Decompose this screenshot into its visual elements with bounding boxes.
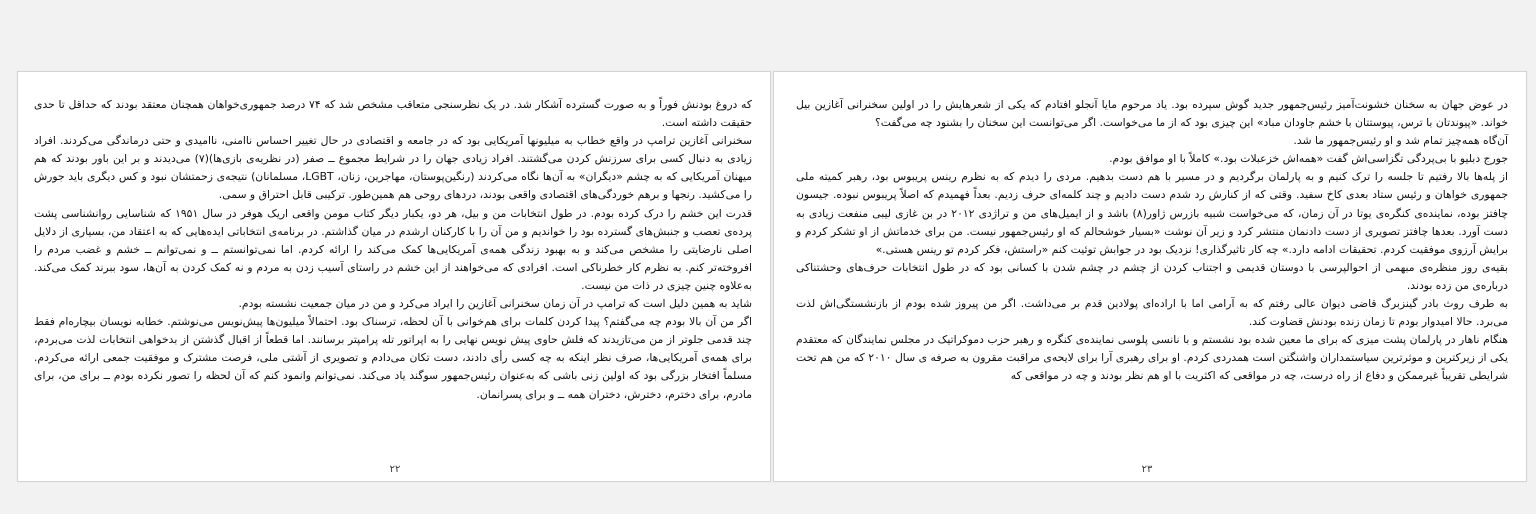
right-page-text [796, 96, 1508, 386]
paragraph: به طرف روث بادر گینزبرگ قاضی دیوان عالی رفتم که به آرامی اما با اراده‌ای پولادین قدم بر می‌داشت. اگر من پیروز شده بودم از بازنشستگی‌اش لذت می‌برد. حالا امیدوار بودم تا زمان زنده بودنش قضاوت کند. [796, 297, 1508, 329]
paragraph: از پله‌ها بالا رفتیم تا جلسه را ترک کنیم و به پارلمان برگردیم و در مسیر با هم دست بدهیم. مردی را دیدم که به نظرم رینس پریبوس بود، رهبر کمیته ملی جمهوری خواهان و رئیس ستاد بعدی کاخ سفید. وقتی که از کنارش رد شدم دست دادیم و چند کلمه‌ای حرف زدیم. بعداً فهمیدم که اصلاً پریبوس نبوده. جیسون چافتز بوده، نماینده‌ی کنگره‌ی یوتا در آن زمان، که می‌خواست شبیه بازرس ژاور(۸) باشد و از ایمیل‌های من و تراژدی ۲۰۱۲ در بن غازی لیبی منفعت زیادی به دست آورد. بعدها چافتز تصویری از دست دادنمان منتشر کرد و زیر آن نوشت «بسیار خوشحالم که او رئیس‌جمهور نیست. من برای خدماتش از او تشکر کردم و برایش آرزوی موفقیت کردم. تحقیقات ادامه دارد.» چه کار تاثیرگذاری! نزدیک بود در جوابش توئیت کنم «راستش، فکر کردم تو رینس هستی.» [796, 170, 1508, 256]
page-number: ۲۲ [389, 464, 401, 475]
paragraph: آن‌گاه همه‌چیز تمام شد و او رئیس‌جمهور ما شد. [1293, 134, 1508, 148]
right-page [773, 71, 1527, 482]
paragraph: شاید به همین دلیل است که ترامپ در آن زمان سخنرانی آغازین را ایراد می‌کرد و من در میان جمعیت نشسته بودم. [238, 297, 752, 311]
paragraph: قدرت این خشم را درک کرده بودم. در طول انتخابات من و بیل، هر دو، یکبار دیگر کتاب مومن واقعی اریک هوفر در سال ۱۹۵۱ که شناسایی روانشناسی پشت پرده‌ی تعصب و جنبش‌های گسترده بود را خواندیم و من آن را با کارکنان ارشدم در میان گذاشتم. در برنامه‌ی انتخاباتی ایده‌هایی که به اعتقاد من، بسیاری از دلایل اصلی نارضایتی را مشخص می‌کند و به بهبود زندگی همه‌ی آمریکایی‌ها کمک می‌کند را ارائه کردم. اما نمی‌توانستم ــ و نمی‌توانم ــ خشم و غضب مردم را افروخته‌تر کنم. به نظرم کار خطرناکی است. افرادی که می‌خواهند از این خشم در راستای آسیب زدن به مردم و نه کمک کردن به آن‌ها، سود ببرند کمک می‌کند. به‌علاوه چنین چیزی در ذات من نیست. [34, 206, 752, 292]
paragraph: اگر من آن بالا بودم چه می‌گفتم؟ پیدا کردن کلمات برای هم‌خوانی با آن لحظه، ترسناک بود. احتمالاً میلیون‌ها پیش‌نویس می‌نوشتم. خطابه نویسان بیچاره‌ام فقط چند قدمی جلوتر از من می‌تازیدند که فلش حاوی پیش نویس نهایی را به اپراتور تله پرامپتر برسانند. اما قطعاً از اقبال گذشتن از بدخواهی انتخابات لذت می‌بردم، برای همه‌ی آمریکایی‌ها، صرف نظر اینکه به چه کسی رأی دادند، دست تکان می‌دادم و تصویری از آشتی ملی، فرصت مشترک و موفقیت جمعی ارائه می‌کردم. مسلماً افتخار بزرگی بود که اولین زنی باشی که به‌عنوان رئیس‌جمهور سوگند یاد می‌کند. نمی‌توانم وانمود کنم که آن لحظه را تصور نکرده بودم ــ برای من، برای مادرم، برای دخترم، دخترش، دختران همه ــ و برای پسرانمان. [34, 315, 752, 401]
left-page-text [34, 96, 752, 404]
paragraph: هنگام ناهار در پارلمان پشت میزی که برای ما معین شده بود نشستم و با نانسی پلوسی نماینده‌ی کنگره و رهبر حزب دموکراتیک در مجلس نمایندگان که معتقدم یکی از زیرکترین و موثرترین سیاستمداران واشنگتن است همدردی کردم. او برای رهبری آرا برای لایحه‌ی مراقبت مقرون به صرفه ی سال ۲۰۱۰ که من هم تحت شرایطی تقریباً غیرممکن و دفاع از راه درست، چه در مواقعی که اکثریت با او هم نظر بودند و چه در مواقعی که [796, 333, 1508, 383]
page-number: ۲۳ [1141, 464, 1153, 475]
paragraph: که دروغ بودنش فوراً و به صورت گسترده آشکار شد. در یک نظرسنجی متعاقب مشخص شد که ۷۴ درصد جمهوری‌خواهان همچنان معتقد بودند که حداقل تا حدی حقیقت داشته است. [34, 98, 752, 130]
left-page [17, 71, 771, 482]
paragraph: بقیه‌ی روز منظره‌ی مبهمی از احوالپرسی با دوستان قدیمی و اجتناب کردن از چشم در چشم شدن با کسانی بود که در طول انتخابات حرف‌های وحشتناکی درباره‌ی من زده بودند. [796, 260, 1508, 292]
paragraph: جورج دبلیو با بی‌پردگی تگزاسی‌اش گفت «همه‌اش خزعبلات بود.» کاملاً با او موافق بودم. [1109, 152, 1508, 166]
paragraph: در عوض جهان به سخنان خشونت‌آمیز رئیس‌جمهور جدید گوش سپرده بود. یاد مرحوم مایا آنجلو افتادم که یکی از شعرهایش را در اولین سخنرانی آغازین بیل خواند. «پیوندتان با ترس، پیوستتان با خشم جاودان مباد» این چیزی بود که از ما می‌خواست. اگر می‌توانست این سخنان را بشنود چه می‌گفت؟ [796, 98, 1508, 130]
paragraph: سخنرانی آغازین ترامپ در واقع خطاب به میلیونها آمریکایی بود که در جامعه و اقتصادی در حال تغییر احساس ناامنی، ناامیدی و حتی درماندگی می‌کردند. افراد زیادی به دنبال کسی برای سرزنش کردن می‌گشتند. افراد زیادی جهان را در شرایط مجموع ــ صفر (در نظریه‌ی بازی‌ها)(۷) می‌دیدند و بر این باور بودند که هم میهنان آمریکایی که به چشم «دیگران» به آن‌ها نگاه می‌کردند (رنگین‌پوستان، مهاجرین، زنان، LGBT، مسلمانان) نتیجه‌ی زحمتشان نبود و کس دیگری باید جورش را می‌کشید. رنجها و برهم خوردگی‌های اقتصادی واقعی بودند، دردهای روحی هم همین‌طور. ترکیبی قابل احتراق و سمی. [34, 134, 752, 202]
